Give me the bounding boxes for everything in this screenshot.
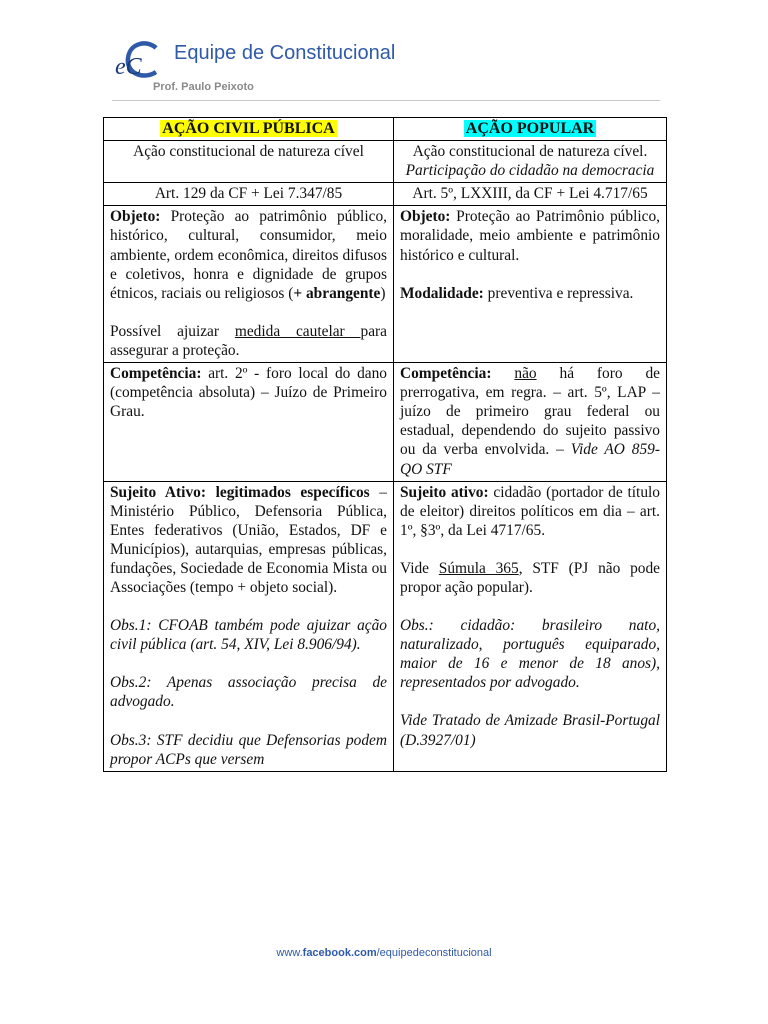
cell-law-acp: Art. 129 da CF + Lei 7.347/85 <box>104 183 394 206</box>
cell-competencia-acp: Competência: art. 2º - foro local do dano (competência absoluta) – Juízo de Primeiro Grau. <box>104 363 394 482</box>
header-acao-civil-publica: AÇÃO CIVIL PÚBLICA <box>104 118 394 141</box>
cell-sujeito-acp: Sujeito Ativo: legitimados específicos – Ministério Público, Defensoria Pública, Entes federativos (União, Estados, DF e Municípios), autarquias, empresas públicas, fundações, Sociedade de Economia Mista ou Associações (tempo + objeto social). Obs.1: CFOAB também pode ajuizar ação civil pública (art. 54, XIV, Lei 8.906/94). Obs.2: Apenas associação precisa de advogado. Obs.3: STF decidiu que Defensorias podem propor ACPs que versem <box>104 481 394 771</box>
cell-objeto-acp: Objeto: Proteção ao patrimônio público, histórico, cultural, consumidor, meio ambiente, ordem econômica, direitos difusos e coletivos, honra e dignidade de grupos étnicos, raciais ou religiosos (+ abrangente) Possível ajuizar medida cautelar para assegurar a proteção. <box>104 206 394 363</box>
footer-link[interactable]: www.facebook.com/equipedeconstitucional <box>276 947 492 959</box>
table-header-row <box>104 118 667 141</box>
table-row-objeto <box>104 206 667 363</box>
table-row-nature <box>104 141 667 183</box>
page-header <box>112 38 662 104</box>
svg-text:eC: eC <box>115 54 142 80</box>
cell-nature-acp: Ação constitucional de natureza cível <box>104 141 394 183</box>
cell-competencia-ap: Competência: não há foro de prerrogativa, em regra. – art. 5º, LAP – juízo de primeiro grau federal ou estadual, dependendo do sujeito passivo ou da verba envolvida. – Vide AO 859-QO STF <box>394 363 667 482</box>
header-acao-popular: AÇÃO POPULAR <box>394 118 667 141</box>
cell-law-ap: Art. 5º, LXXIII, da CF + Lei 4.717/65 <box>394 183 667 206</box>
table-row-competencia <box>104 363 667 482</box>
header-title: Equipe de Constitucional <box>174 42 396 64</box>
cell-objeto-ap: Objeto: Proteção ao Patrimônio público, moralidade, meio ambiente e patrimônio histórico e cultural. Modalidade: preventiva e repressiva. <box>394 206 667 363</box>
table-row-law <box>104 183 667 206</box>
cell-sujeito-ap: Sujeito ativo: cidadão (portador de título de eleitor) direitos políticos em dia – art. 1º, §3º, da Lei 4717/65. Vide Súmula 365, STF (PJ não pode propor ação popular). Obs.: cidadão: brasileiro nato, naturalizado, português equiparado, maior de 16 e menor de 18 anos), representados por advogado. Vide Tratado de Amizade Brasil-Portugal (D.3927/01) <box>394 481 667 771</box>
comparison-table <box>103 117 667 772</box>
ec-logo-icon <box>112 40 160 82</box>
cell-nature-ap: Ação constitucional de natureza cível. Participação do cidadão na democracia <box>394 141 667 183</box>
header-author: Prof. Paulo Peixoto <box>153 81 254 93</box>
table-row-sujeito <box>104 481 667 771</box>
header-divider <box>112 100 660 101</box>
